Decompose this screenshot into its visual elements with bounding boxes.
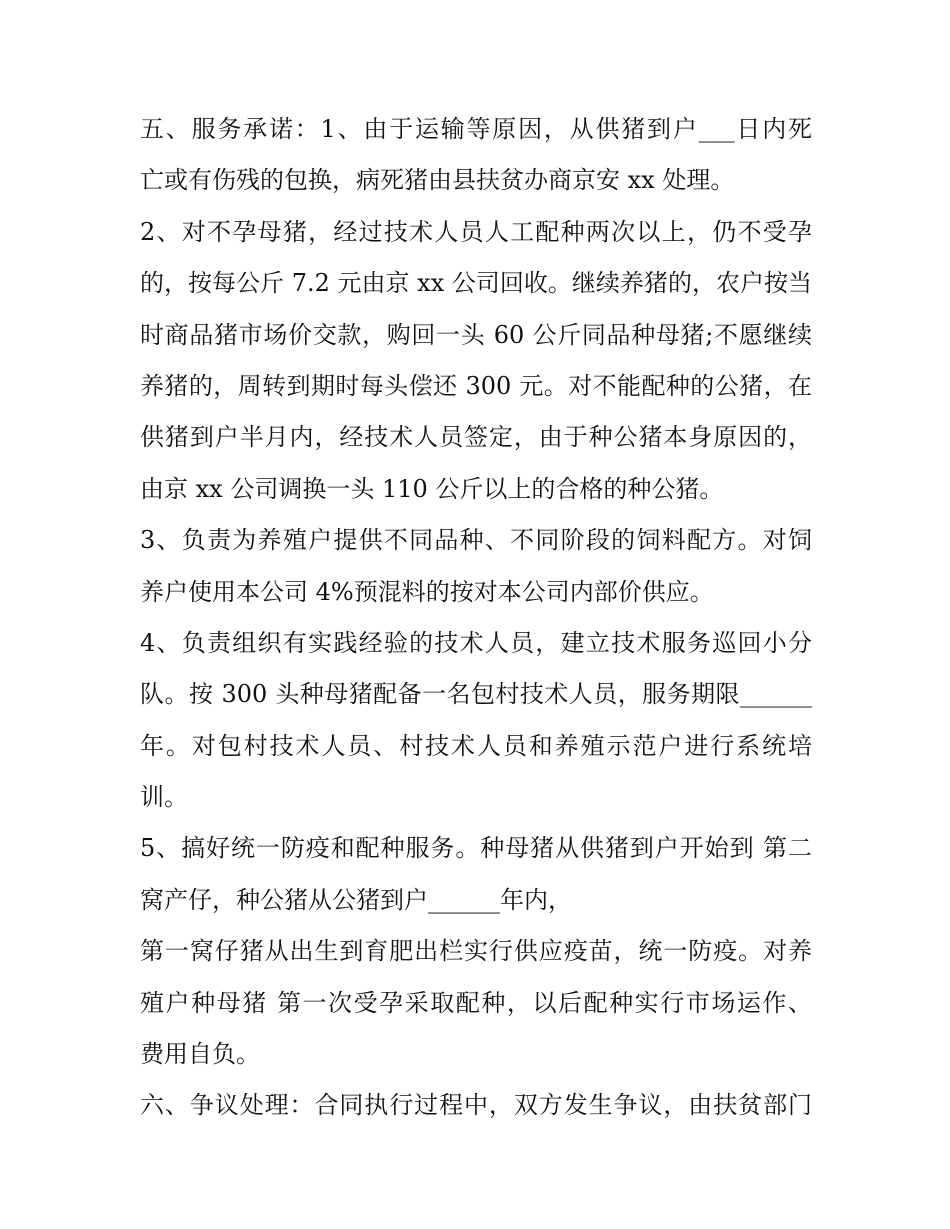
text-line: 的，按每公斤 7.2 元由京 xx 公司回收。继续养猪的，农户按当 <box>140 269 812 298</box>
text-line: 费用自负。 <box>140 1040 260 1069</box>
text-line: 由京 xx 公司调换一头 110 公斤以上的合格的种公猪。 <box>140 474 724 503</box>
text-line: 4、负责组织有实践经验的技术人员，建立技术服务巡回小分 <box>140 628 812 657</box>
text-line: 六、争议处理：合同执行过程中，双方发生争议，由扶贫部门 <box>140 1091 812 1120</box>
text-line: 时商品猪市场价交款，购回一头 60 公斤同品种母猪;不愿继续 <box>140 320 812 349</box>
document-body <box>140 104 812 1132</box>
text-line: 窝产仔，种公猪从公猪到户______年内， <box>140 885 572 914</box>
text-line: 3、负责为养殖户提供不同品种、不同阶段的饲料配方。对饲 <box>140 526 812 555</box>
text-line: 殖户种母猪 第一次受孕采取配种，以后配种实行市场运作、 <box>140 988 812 1017</box>
text-line: 亡或有伤残的包换，病死猪由县扶贫办商京安 xx 处理。 <box>140 166 735 195</box>
text-line: 2、对不孕母猪，经过技术人员人工配种两次以上，仍不受孕 <box>140 217 812 246</box>
text-line: 第一窝仔猪从出生到育肥出栏实行供应疫苗，统一防疫。对养 <box>140 937 812 966</box>
text-line: 五、服务承诺：1、由于运输等原因，从供猪到户___日内死 <box>140 115 812 143</box>
text-line: 队。按 300 头种母猪配备一名包村技术人员，服务期限______ <box>140 680 812 709</box>
text-line: 训。 <box>140 783 188 812</box>
text-line: 5、搞好统一防疫和配种服务。种母猪从供猪到户开始到 第二 <box>140 834 812 863</box>
text-line: 供猪到户半月内，经技术人员签定，由于种公猪本身原因的， <box>140 423 812 452</box>
text-line: 养户使用本公司 4%预混料的按对本公司内部价供应。 <box>140 577 714 606</box>
text-line: 年。对包村技术人员、村技术人员和养殖示范户进行系统培 <box>140 731 812 760</box>
text-line: 养猪的，周转到期时每头偿还 300 元。对不能配种的公猪，在 <box>140 371 812 400</box>
